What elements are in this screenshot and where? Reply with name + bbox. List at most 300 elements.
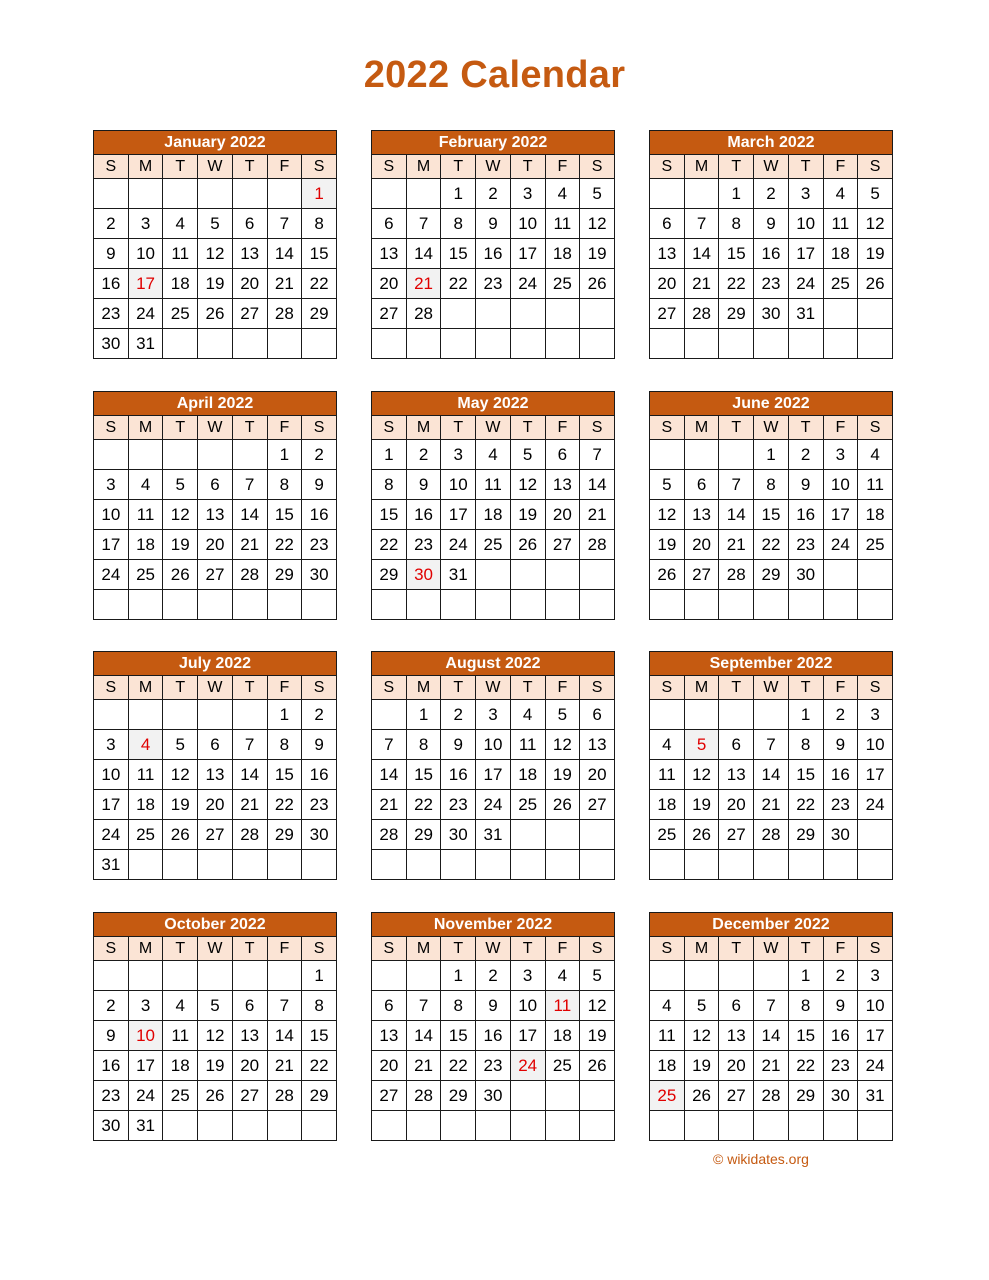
- weekday-header: W: [476, 937, 511, 961]
- day-cell: 17: [128, 1051, 163, 1081]
- day-cell: 27: [232, 1081, 267, 1111]
- month-name: December 2022: [650, 913, 893, 937]
- day-cell: 9: [94, 239, 129, 269]
- day-cell: 3: [858, 961, 893, 991]
- weekday-header: M: [128, 676, 163, 700]
- weekday-header: W: [198, 676, 233, 700]
- day-cell: 31: [476, 820, 511, 850]
- day-cell: [476, 1111, 511, 1141]
- day-cell: 18: [128, 530, 163, 560]
- day-cell: [858, 1111, 893, 1141]
- day-cell: 27: [650, 299, 685, 329]
- day-cell: 21: [232, 790, 267, 820]
- day-cell: 28: [580, 530, 615, 560]
- day-cell: 16: [476, 239, 511, 269]
- day-cell: 19: [650, 530, 685, 560]
- day-cell: 30: [302, 820, 337, 850]
- day-cell: 29: [267, 560, 302, 590]
- day-cell: [823, 1111, 858, 1141]
- day-cell: 15: [267, 760, 302, 790]
- day-cell: 16: [94, 1051, 129, 1081]
- day-cell: 22: [406, 790, 441, 820]
- day-cell: 25: [128, 560, 163, 590]
- day-cell: 1: [788, 961, 823, 991]
- day-cell: 26: [510, 530, 545, 560]
- day-cell: 16: [302, 760, 337, 790]
- day-cell: [650, 1111, 685, 1141]
- day-cell: [545, 820, 580, 850]
- day-cell: 16: [406, 500, 441, 530]
- day-cell: 20: [232, 269, 267, 299]
- day-cell: 17: [476, 760, 511, 790]
- holiday-day-cell: 24: [510, 1051, 545, 1081]
- day-cell: 20: [650, 269, 685, 299]
- day-cell: 15: [788, 1021, 823, 1051]
- day-cell: [163, 590, 198, 620]
- day-cell: 25: [545, 1051, 580, 1081]
- weekday-header: W: [198, 416, 233, 440]
- weekday-header: M: [406, 937, 441, 961]
- day-cell: 15: [267, 500, 302, 530]
- day-cell: 6: [198, 470, 233, 500]
- day-cell: 25: [650, 820, 685, 850]
- day-cell: 11: [650, 1021, 685, 1051]
- day-cell: 19: [198, 269, 233, 299]
- day-cell: 10: [441, 470, 476, 500]
- day-cell: [232, 700, 267, 730]
- day-cell: 23: [823, 790, 858, 820]
- weekday-header: S: [94, 416, 129, 440]
- day-cell: 14: [232, 760, 267, 790]
- day-cell: [372, 1111, 407, 1141]
- day-cell: 4: [128, 470, 163, 500]
- day-cell: 8: [302, 991, 337, 1021]
- day-cell: 20: [719, 1051, 754, 1081]
- day-cell: 13: [650, 239, 685, 269]
- day-cell: [684, 850, 719, 880]
- day-cell: 26: [198, 1081, 233, 1111]
- day-cell: [94, 590, 129, 620]
- day-cell: 17: [858, 1021, 893, 1051]
- day-cell: 14: [406, 239, 441, 269]
- day-cell: [545, 329, 580, 359]
- weekday-header: T: [788, 676, 823, 700]
- day-cell: 1: [719, 179, 754, 209]
- weekday-header: S: [372, 155, 407, 179]
- weekday-header: S: [302, 676, 337, 700]
- day-cell: 7: [719, 470, 754, 500]
- day-cell: [163, 1111, 198, 1141]
- day-cell: 21: [580, 500, 615, 530]
- day-cell: [650, 961, 685, 991]
- day-cell: 4: [545, 961, 580, 991]
- weekday-header: T: [719, 416, 754, 440]
- day-cell: 27: [232, 299, 267, 329]
- day-cell: 1: [754, 440, 789, 470]
- day-cell: 22: [441, 1051, 476, 1081]
- weekday-header: S: [650, 937, 685, 961]
- day-cell: 13: [232, 1021, 267, 1051]
- day-cell: 1: [302, 961, 337, 991]
- day-cell: [754, 329, 789, 359]
- day-cell: 26: [650, 560, 685, 590]
- day-cell: 6: [580, 700, 615, 730]
- day-cell: 29: [788, 1081, 823, 1111]
- month-name: March 2022: [650, 131, 893, 155]
- day-cell: [476, 560, 511, 590]
- day-cell: 19: [163, 530, 198, 560]
- day-cell: 15: [406, 760, 441, 790]
- weekday-header: W: [476, 155, 511, 179]
- day-cell: 12: [163, 500, 198, 530]
- day-cell: 28: [406, 299, 441, 329]
- day-cell: 27: [719, 820, 754, 850]
- day-cell: 18: [858, 500, 893, 530]
- weekday-header: M: [684, 676, 719, 700]
- day-cell: 13: [198, 500, 233, 530]
- day-cell: [406, 961, 441, 991]
- day-cell: 3: [441, 440, 476, 470]
- day-cell: 10: [94, 500, 129, 530]
- day-cell: 9: [94, 1021, 129, 1051]
- day-cell: [510, 1111, 545, 1141]
- day-cell: [580, 1081, 615, 1111]
- day-cell: 2: [476, 179, 511, 209]
- day-cell: 22: [302, 1051, 337, 1081]
- day-cell: 14: [684, 239, 719, 269]
- day-cell: 3: [788, 179, 823, 209]
- day-cell: 17: [858, 760, 893, 790]
- copyright-footer: © wikidates.org: [713, 1151, 809, 1167]
- day-cell: 25: [128, 820, 163, 850]
- day-cell: 10: [788, 209, 823, 239]
- month-name: May 2022: [372, 392, 615, 416]
- day-cell: 2: [94, 991, 129, 1021]
- day-cell: 19: [580, 239, 615, 269]
- day-cell: 29: [719, 299, 754, 329]
- day-cell: 5: [198, 991, 233, 1021]
- day-cell: 13: [580, 730, 615, 760]
- day-cell: [198, 700, 233, 730]
- day-cell: 14: [232, 500, 267, 530]
- day-cell: [719, 1111, 754, 1141]
- day-cell: 24: [858, 1051, 893, 1081]
- day-cell: 14: [267, 239, 302, 269]
- day-cell: 9: [441, 730, 476, 760]
- weekday-header: T: [510, 416, 545, 440]
- day-cell: 7: [754, 730, 789, 760]
- weekday-header: M: [128, 155, 163, 179]
- day-cell: [754, 961, 789, 991]
- day-cell: 2: [406, 440, 441, 470]
- day-cell: [580, 329, 615, 359]
- weekday-header: W: [754, 676, 789, 700]
- day-cell: 5: [510, 440, 545, 470]
- weekday-header: S: [580, 416, 615, 440]
- day-cell: [198, 1111, 233, 1141]
- day-cell: [198, 329, 233, 359]
- day-cell: 10: [858, 730, 893, 760]
- day-cell: [754, 590, 789, 620]
- day-cell: 12: [580, 209, 615, 239]
- day-cell: 11: [476, 470, 511, 500]
- day-cell: 18: [650, 790, 685, 820]
- day-cell: 16: [788, 500, 823, 530]
- day-cell: 14: [406, 1021, 441, 1051]
- day-cell: [232, 850, 267, 880]
- day-cell: 17: [510, 1021, 545, 1051]
- day-cell: 30: [302, 560, 337, 590]
- day-cell: 22: [788, 790, 823, 820]
- month-table: [371, 651, 615, 880]
- day-cell: 29: [372, 560, 407, 590]
- weekday-header: W: [198, 937, 233, 961]
- month-table: [371, 130, 615, 359]
- day-cell: [580, 850, 615, 880]
- day-cell: [476, 329, 511, 359]
- day-cell: 21: [267, 1051, 302, 1081]
- weekday-header: S: [302, 155, 337, 179]
- weekday-header: T: [719, 155, 754, 179]
- day-cell: [650, 700, 685, 730]
- day-cell: 31: [788, 299, 823, 329]
- day-cell: 1: [267, 700, 302, 730]
- day-cell: [372, 700, 407, 730]
- day-cell: 19: [545, 760, 580, 790]
- day-cell: 28: [754, 1081, 789, 1111]
- day-cell: 13: [372, 1021, 407, 1051]
- day-cell: 17: [94, 790, 129, 820]
- weekday-header: S: [580, 676, 615, 700]
- weekday-header: T: [788, 937, 823, 961]
- weekday-header: S: [94, 676, 129, 700]
- weekday-header: T: [441, 676, 476, 700]
- holiday-day-cell: 10: [128, 1021, 163, 1051]
- day-cell: 17: [94, 530, 129, 560]
- day-cell: 12: [858, 209, 893, 239]
- day-cell: 5: [163, 470, 198, 500]
- weekday-header: T: [441, 937, 476, 961]
- day-cell: 6: [198, 730, 233, 760]
- day-cell: 15: [302, 239, 337, 269]
- weekday-header: F: [267, 416, 302, 440]
- day-cell: 11: [163, 239, 198, 269]
- day-cell: [267, 590, 302, 620]
- weekday-header: T: [441, 416, 476, 440]
- day-cell: 20: [232, 1051, 267, 1081]
- day-cell: [823, 850, 858, 880]
- day-cell: [94, 179, 129, 209]
- weekday-header: M: [406, 416, 441, 440]
- weekday-header: F: [545, 416, 580, 440]
- weekday-header: T: [441, 155, 476, 179]
- day-cell: 12: [545, 730, 580, 760]
- weekday-header: M: [684, 937, 719, 961]
- weekday-header: S: [858, 676, 893, 700]
- weekday-header: W: [754, 937, 789, 961]
- day-cell: 26: [163, 560, 198, 590]
- day-cell: 19: [858, 239, 893, 269]
- day-cell: 13: [545, 470, 580, 500]
- day-cell: 5: [858, 179, 893, 209]
- day-cell: 24: [476, 790, 511, 820]
- weekday-header: T: [719, 676, 754, 700]
- day-cell: 22: [719, 269, 754, 299]
- day-cell: 27: [545, 530, 580, 560]
- day-cell: [823, 560, 858, 590]
- weekday-header: W: [198, 155, 233, 179]
- day-cell: 4: [476, 440, 511, 470]
- day-cell: [267, 329, 302, 359]
- day-cell: [754, 850, 789, 880]
- day-cell: 2: [476, 961, 511, 991]
- weekday-header: S: [94, 937, 129, 961]
- day-cell: [163, 961, 198, 991]
- month-table: [93, 651, 337, 880]
- day-cell: [858, 850, 893, 880]
- day-cell: 13: [372, 239, 407, 269]
- day-cell: 12: [198, 239, 233, 269]
- day-cell: 24: [441, 530, 476, 560]
- day-cell: [372, 590, 407, 620]
- day-cell: 9: [302, 730, 337, 760]
- day-cell: 19: [163, 790, 198, 820]
- day-cell: 6: [545, 440, 580, 470]
- month-table: [649, 651, 893, 880]
- weekday-header: T: [232, 155, 267, 179]
- day-cell: 30: [754, 299, 789, 329]
- day-cell: 26: [684, 1081, 719, 1111]
- day-cell: 7: [232, 730, 267, 760]
- day-cell: [719, 590, 754, 620]
- day-cell: 20: [580, 760, 615, 790]
- day-cell: [441, 590, 476, 620]
- weekday-header: T: [163, 676, 198, 700]
- day-cell: [684, 961, 719, 991]
- day-cell: 14: [372, 760, 407, 790]
- day-cell: 7: [232, 470, 267, 500]
- day-cell: 13: [719, 1021, 754, 1051]
- day-cell: 18: [128, 790, 163, 820]
- holiday-day-cell: 21: [406, 269, 441, 299]
- day-cell: 15: [441, 1021, 476, 1051]
- month-name: April 2022: [94, 392, 337, 416]
- day-cell: 16: [476, 1021, 511, 1051]
- day-cell: 28: [232, 820, 267, 850]
- day-cell: 25: [163, 1081, 198, 1111]
- day-cell: 1: [441, 179, 476, 209]
- day-cell: 11: [128, 500, 163, 530]
- day-cell: [754, 1111, 789, 1141]
- day-cell: 16: [823, 1021, 858, 1051]
- day-cell: 26: [545, 790, 580, 820]
- day-cell: 20: [545, 500, 580, 530]
- day-cell: 28: [406, 1081, 441, 1111]
- month-table: [93, 130, 337, 359]
- day-cell: 5: [545, 700, 580, 730]
- day-cell: 17: [788, 239, 823, 269]
- day-cell: [198, 850, 233, 880]
- day-cell: 9: [302, 470, 337, 500]
- day-cell: 16: [302, 500, 337, 530]
- day-cell: 24: [823, 530, 858, 560]
- day-cell: 23: [476, 1051, 511, 1081]
- day-cell: [545, 299, 580, 329]
- month-table: [371, 912, 615, 1141]
- day-cell: 25: [823, 269, 858, 299]
- day-cell: 3: [510, 961, 545, 991]
- day-cell: 1: [441, 961, 476, 991]
- day-cell: 23: [94, 1081, 129, 1111]
- day-cell: 12: [510, 470, 545, 500]
- day-cell: [267, 179, 302, 209]
- day-cell: [510, 299, 545, 329]
- day-cell: [232, 329, 267, 359]
- day-cell: [441, 850, 476, 880]
- day-cell: 12: [650, 500, 685, 530]
- day-cell: 31: [128, 1111, 163, 1141]
- weekday-header: S: [372, 416, 407, 440]
- day-cell: 21: [684, 269, 719, 299]
- day-cell: 24: [510, 269, 545, 299]
- day-cell: 5: [684, 991, 719, 1021]
- day-cell: 28: [754, 820, 789, 850]
- day-cell: 25: [510, 790, 545, 820]
- day-cell: 24: [94, 560, 129, 590]
- weekday-header: T: [510, 937, 545, 961]
- day-cell: 15: [372, 500, 407, 530]
- day-cell: 15: [302, 1021, 337, 1051]
- weekday-header: S: [650, 416, 685, 440]
- day-cell: 3: [823, 440, 858, 470]
- day-cell: 27: [198, 820, 233, 850]
- day-cell: 30: [823, 1081, 858, 1111]
- day-cell: 4: [650, 730, 685, 760]
- day-cell: [163, 440, 198, 470]
- day-cell: [580, 590, 615, 620]
- day-cell: 7: [580, 440, 615, 470]
- day-cell: [128, 700, 163, 730]
- day-cell: [232, 590, 267, 620]
- day-cell: 3: [476, 700, 511, 730]
- weekday-header: F: [823, 937, 858, 961]
- day-cell: [580, 560, 615, 590]
- weekday-header: M: [684, 155, 719, 179]
- day-cell: 23: [441, 790, 476, 820]
- day-cell: 29: [302, 299, 337, 329]
- day-cell: 31: [441, 560, 476, 590]
- day-cell: 28: [232, 560, 267, 590]
- day-cell: 9: [754, 209, 789, 239]
- day-cell: 21: [754, 1051, 789, 1081]
- day-cell: 18: [163, 269, 198, 299]
- day-cell: 20: [719, 790, 754, 820]
- day-cell: [510, 850, 545, 880]
- holiday-day-cell: 25: [650, 1081, 685, 1111]
- day-cell: [788, 329, 823, 359]
- day-cell: 2: [788, 440, 823, 470]
- day-cell: 19: [580, 1021, 615, 1051]
- day-cell: 4: [858, 440, 893, 470]
- day-cell: 4: [650, 991, 685, 1021]
- day-cell: 15: [754, 500, 789, 530]
- day-cell: [94, 700, 129, 730]
- day-cell: 22: [267, 530, 302, 560]
- day-cell: 7: [267, 209, 302, 239]
- day-cell: 6: [650, 209, 685, 239]
- month-table: [93, 391, 337, 620]
- day-cell: [858, 560, 893, 590]
